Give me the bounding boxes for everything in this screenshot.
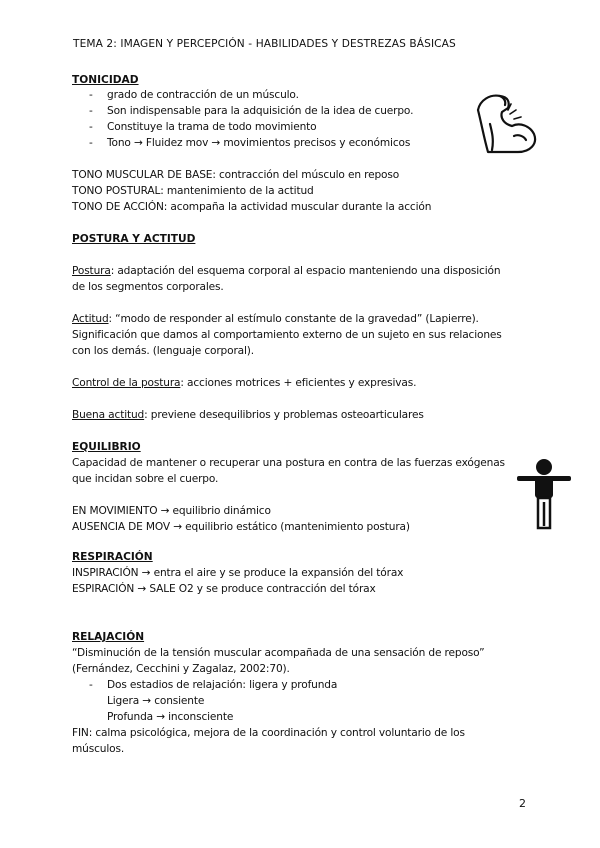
buena-actitud-line xyxy=(72,409,424,422)
control-text: : acciones motrices + eficientes y expresivas. xyxy=(180,377,417,389)
equilibrio-dinamico-line: EN MOVIMIENTO → equilibrio dinámico xyxy=(72,505,271,517)
list-item: - grado de contracción de un músculo. xyxy=(107,89,299,102)
actitud-line-2: Significación que damos al comportamiento externo de un sujeto en sus relaciones xyxy=(72,329,502,341)
balance-figure-icon xyxy=(516,456,572,532)
section-title-respiracion: RESPIRACIÓN xyxy=(72,551,153,563)
section-title-tonicidad: TONICIDAD xyxy=(72,74,139,86)
fin-line-1: FIN: calma psicológica, mejora de la coordinación y control voluntario de los xyxy=(72,727,465,739)
list-item: - Constituye la trama de todo movimiento xyxy=(107,121,316,134)
list-item: - Son indispensable para la adquisición de la idea de cuerpo. xyxy=(107,105,413,118)
control-postura-line xyxy=(72,377,416,390)
tono-postural-line: TONO POSTURAL: mantenimiento de la actitud xyxy=(72,185,314,197)
section-title-relajacion: RELAJACIÓN xyxy=(72,631,145,643)
section-title-equilibrio: EQUILIBRIO xyxy=(72,441,141,453)
section-title-postura: POSTURA Y ACTITUD xyxy=(72,233,196,245)
postura-line-2: de los segmentos corporales. xyxy=(72,281,224,293)
espiracion-line: ESPIRACIÓN → SALE O2 y se produce contracción del tórax xyxy=(72,583,376,595)
relajacion-citation: (Fernández, Cecchini y Zagalaz, 2002:70). xyxy=(72,663,290,675)
equilibrio-line-1: Capacidad de mantener o recuperar una postura en contra de las fuerzas exógenas xyxy=(72,457,505,469)
profunda-line: Profunda → inconsciente xyxy=(107,711,234,723)
actitud-definition xyxy=(72,313,479,326)
actitud-term: Actitud xyxy=(72,313,109,325)
equilibrio-line-2: que incidan sobre el cuerpo. xyxy=(72,473,219,485)
equilibrio-estatico-line: AUSENCIA DE MOV → equilibrio estático (mantenimiento postura) xyxy=(72,521,410,533)
list-item: - Tono → Fluidez mov → movimientos precisos y económicos xyxy=(107,137,410,150)
control-term: Control de la postura xyxy=(72,377,181,389)
list-item: - Dos estadios de relajación: ligera y profunda xyxy=(107,679,337,692)
postura-term: Postura xyxy=(72,265,111,277)
relajacion-quote: “Disminución de la tensión muscular acompañada de una sensación de reposo” xyxy=(72,647,485,659)
flexed-arm-icon xyxy=(468,88,544,156)
actitud-text: : “modo de responder al estímulo constante de la gravedad” (Lapierre). xyxy=(108,313,479,325)
inspiracion-line: INSPIRACIÓN → entra el aire y se produce la expansión del tórax xyxy=(72,567,404,579)
fin-line-2: músculos. xyxy=(72,743,125,755)
postura-definition xyxy=(72,265,500,278)
buena-term: Buena actitud xyxy=(72,409,145,421)
ligera-line: Ligera → consiente xyxy=(107,695,205,707)
page-number: 2 xyxy=(519,797,526,810)
postura-text: : adaptación del esquema corporal al espacio manteniendo una disposición xyxy=(110,265,501,277)
actitud-line-3: con los demás. (lenguaje corporal). xyxy=(72,345,254,357)
buena-text: : previene desequilibrios y problemas osteoarticulares xyxy=(144,409,424,421)
tono-accion-line: TONO DE ACCIÓN: acompaña la actividad muscular durante la acción xyxy=(72,201,432,213)
page-header: TEMA 2: IMAGEN Y PERCEPCIÓN - HABILIDADES Y DESTREZAS BÁSICAS xyxy=(73,38,456,50)
tono-muscular-line: TONO MUSCULAR DE BASE: contracción del músculo en reposo xyxy=(72,169,400,181)
